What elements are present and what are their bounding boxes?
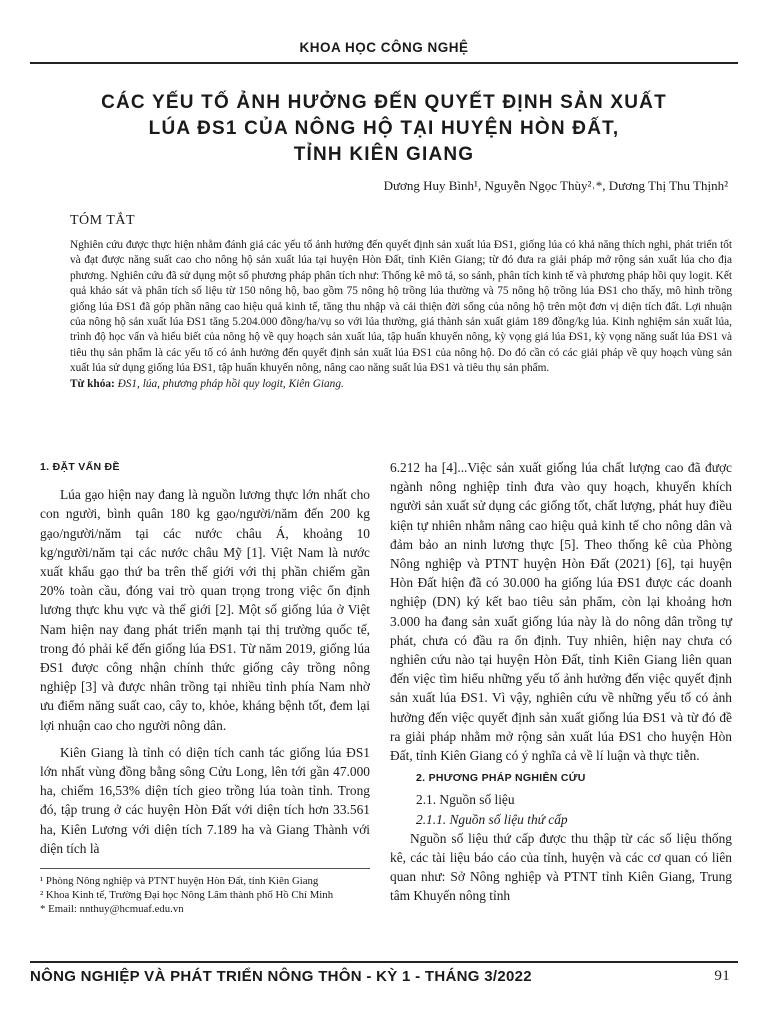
running-header: KHOA HỌC CÔNG NGHỆ <box>299 40 469 55</box>
abstract-body: Nghiên cứu được thực hiện nhằm đánh giá các yếu tố ảnh hưởng đến quyết định sản xuất lúa ĐS1, giống lúa có khả năng thích nghi, phát triển tốt và đạt được năng suất cao cho nông hộ sản xuất lúa tại huyện Hòn Đất, tỉnh Kiên Giang; từ đó đưa ra giải pháp mở rộng sản xuất lúa cho địa phương. Nghiên cứu đã sử dụng một số phương pháp phân tích như: Thống kê mô tả, so sánh, phân tích kinh tế và phương pháp hồi quy logit. Kết quả khảo sát và phân tích số liệu từ 150 nông hộ, bao gồm 75 nông hộ trồng lúa thường và 75 nông hộ trồng lúa ĐS1 cho thấy, mô hình trồng giống lúa ĐS1 đã góp phần nâng cao hiệu quả kinh tế, tăng thu nhập và cải thiện đời sống của nông hộ trên một đơn vị diện tích đất. Lợi nhuận của nông hộ sản xuất lúa ĐS1 tăng 5.204.000 đồng/ha/vụ so với lúa thường, giá thành sản xuất giảm 189 đồng/kg lúa. Kinh nghiệm sản xuất lúa, trình độ học vấn và hiểu biết của nông hộ về quy hoạch sản xuất lúa, tập huấn khuyến nông, kỳ vọng giá lúa ĐS1, kỳ vọng năng suất lúa ĐS1 và tiêu thụ sản phẩm là các yếu tố có ảnh hưởng đến quyết định sản xuất lúa ĐS1 của nông hộ. Do đó cần có các giải pháp về quy hoạch vùng sản xuất lúa sử dụng giống lúa ĐS1, tập huấn khuyến nông, nâng cao năng suất lúa ĐS1 và tiêu thụ sản phẩm. <box>70 239 732 375</box>
section-2-heading: 2. PHƯƠNG PHÁP NGHIÊN CỨU <box>416 772 586 785</box>
section-1-paragraph-2-continued: 6.212 ha [4]...Việc sản xuất giống lúa chất lượng cao đã được ngành nông nghiệp tỉnh đưa vào quy hoạch, khuyến khích người sản xuất sử dụng các giống tốt, chất lượng, phát huy điều kiện tự nhiên nhằm nâng cao hiệu quả kinh tế cho nông dân và đảm bảo an ninh lương thực [5]. Theo thống kê của Phòng Nông nghiệp và PTNT huyện Hòn Đất (2021) [6], tại huyện Hòn Đất hiện đã có 30.000 ha giống lúa ĐS1 được các doanh nghiệp (DN) ký kết bao tiêu sản phẩm, còn lại khoảng hơn 3.000 ha đang sản xuất giống lúa này là do nông dân trồng tự phát, chưa có đầu ra ổn định. Tuy nhiên, hiện nay chưa có nghiên cứu nào tại huyện Hòn Đất, tỉnh Kiên Giang liên quan đến việc tìm hiểu những yếu tố ảnh hưởng đến việc quyết định sản xuất lúa ĐS1. Vì vậy, nghiên cứu về những yếu tố có ảnh hưởng đến việc quyết định sản xuất giống lúa ĐS1 và từ đó đề ra giải pháp nhằm mở rộng sản xuất lúa ĐS1 cho huyện Hòn Đất, tỉnh Kiên Giang có ý nghĩa cả về lí luận và thực tiễn. <box>390 460 732 764</box>
keywords-value: ĐS1, lúa, phương pháp hồi quy logit, Kiên Giang. <box>117 377 344 390</box>
section-1-heading: 1. ĐẶT VẤN ĐỀ <box>40 461 120 473</box>
right-column <box>390 458 732 906</box>
footnote-1: ¹ Phòng Nông nghiệp và PTNT huyện Hòn Đất, tỉnh Kiên Giang <box>40 875 319 887</box>
section-1-paragraph-1: Lúa gạo hiện nay đang là nguồn lương thực lớn nhất cho con người, bình quân 180 kg gạo/người/năm đến 200 kg gạo/người/năm tại các nước châu Á, khoảng 10 kg/người/năm tại các nước châu Mỹ [1]. Việt Nam là nước xuất khẩu gạo thứ ba trên thế giới với thị phần chiếm gần 20% toàn cầu, đóng vai trò quan trọng trong việc ổn định lương thực khu vực và thế giới [2]. Một số giống lúa ở Việt Nam hiện nay đang phát triển mạnh tại thị trường quốc tế, trong đó phải kể đến giống lúa ĐS1. Từ năm 2019, giống lúa ĐS1 được công nhận chính thức giống cây trồng nông nghiệp [3] và được nhân trồng tại nhiều tỉnh phía Nam nhờ ưu điểm năng suất cao, cây to, khỏe, kháng bệnh tốt, đem lại lợi nhuận cao cho người nông dân. <box>40 487 370 733</box>
journal-name: NÔNG NGHIỆP VÀ PHÁT TRIỂN NÔNG THÔN - KỲ 1 - THÁNG 3/2022 <box>30 968 532 985</box>
abstract-heading: TÓM TẮT <box>70 213 136 228</box>
left-column <box>40 458 370 858</box>
header-rule <box>30 62 738 64</box>
subsection-2-1-1-heading: 2.1.1. Nguồn số liệu thứ cấp <box>416 811 568 827</box>
authors: Dương Huy Bình¹, Nguyễn Ngọc Thùy²˒*, Dương Thị Thu Thịnh² <box>383 178 728 193</box>
article-title <box>30 90 738 168</box>
footnotes <box>40 868 370 917</box>
section-1-paragraph-2: Kiên Giang là tỉnh có diện tích canh tác giống lúa ĐS1 lớn nhất vùng đồng bằng sông Cửu Long, lên tới gần 47.000 ha, chiếm 16,53% diện tích gieo trồng lúa toàn tỉnh. Trong đó, tập trung ở các huyện Hòn Đất với diện tích hơn 33.561 ha, Kiên Lương với diện tích 7.189 ha và Giang Thành với diện tích là <box>40 744 370 856</box>
title-line-2: LÚA ĐS1 CỦA NÔNG HỘ TẠI HUYỆN HÒN ĐẤT, <box>148 118 620 139</box>
abstract <box>70 238 732 392</box>
footnote-2: ² Khoa Kinh tế, Trường Đại học Nông Lâm thành phố Hồ Chí Minh <box>40 889 334 901</box>
footnote-email: * Email: nnthuy@hcmuaf.edu.vn <box>40 903 184 915</box>
title-line-3: TỈNH KIÊN GIANG <box>293 144 475 165</box>
title-line-1: CÁC YẾU TỐ ẢNH HƯỞNG ĐẾN QUYẾT ĐỊNH SẢN XUẤT <box>101 92 667 113</box>
page-number: 91 <box>714 968 730 984</box>
keywords-label: Từ khóa: <box>70 377 115 390</box>
running-footer <box>30 961 738 985</box>
subsection-2-1-heading: 2.1. Nguồn số liệu <box>416 792 515 808</box>
keywords <box>70 377 732 392</box>
section-2-paragraph-1: Nguồn số liệu thứ cấp được thu thập từ các số liệu thống kê, các tài liệu báo cáo của tỉnh, huyện và các cơ quan có liên quan như: Sở Nông nghiệp và PTNT tỉnh Kiên Giang, Trung tâm Khuyến nông tỉnh <box>390 830 732 904</box>
